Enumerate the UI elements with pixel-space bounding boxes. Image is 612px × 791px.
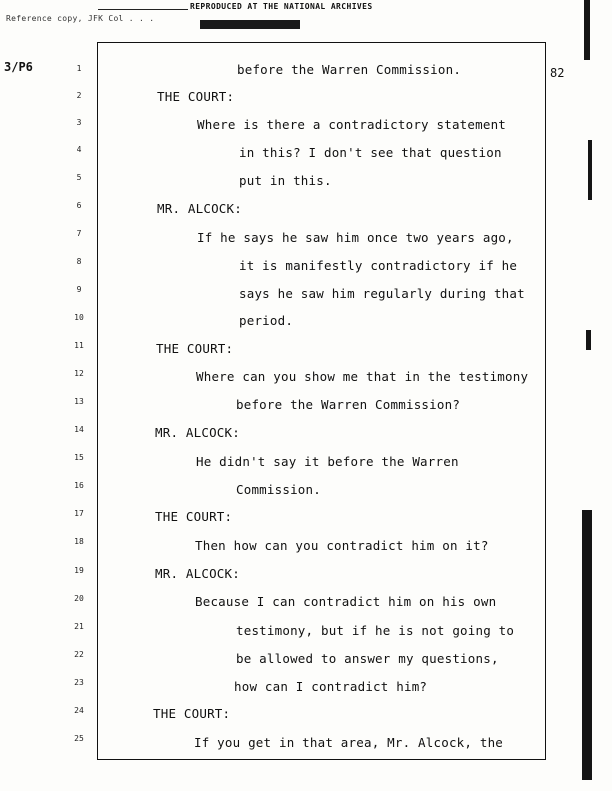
- line-number: 3: [76, 118, 82, 127]
- scan-edge-shadow: [578, 0, 594, 780]
- archive-stamp: REPRODUCED AT THE NATIONAL ARCHIVES: [190, 2, 373, 11]
- transcript-line: Where is there a contradictory statement: [197, 117, 507, 132]
- line-number: 2: [76, 91, 82, 100]
- line-number: 23: [74, 678, 84, 687]
- line-number: 20: [74, 594, 84, 603]
- line-number: 18: [74, 537, 84, 546]
- transcript-line: THE COURT:: [155, 509, 233, 524]
- page-id: 3/P6: [4, 60, 33, 74]
- line-number: 6: [76, 201, 82, 210]
- line-number: 24: [74, 706, 84, 715]
- line-number: 10: [74, 313, 84, 322]
- transcript-line: in this? I don't see that question: [239, 145, 502, 160]
- transcript-line: Because I can contradict him on his own: [195, 594, 497, 609]
- transcript-line: MR. ALCOCK:: [155, 566, 240, 581]
- transcript-line: says he saw him regularly during that: [239, 286, 525, 301]
- line-number: 15: [74, 453, 84, 462]
- line-number: 17: [74, 509, 84, 518]
- transcript-line: before the Warren Commission?: [236, 397, 461, 412]
- line-number: 12: [74, 369, 84, 378]
- page-number: 82: [550, 66, 565, 80]
- transcript-line: Then how can you contradict him on it?: [195, 538, 489, 553]
- transcript-line: If you get in that area, Mr. Alcock, the: [194, 735, 504, 750]
- transcript-line: it is manifestly contradictory if he: [239, 258, 518, 273]
- transcript-line: how can I contradict him?: [234, 679, 428, 694]
- transcript-line: THE COURT:: [156, 341, 234, 356]
- line-number: 8: [76, 257, 82, 266]
- transcript-line: Commission.: [236, 482, 321, 497]
- transcript-line: MR. ALCOCK:: [157, 201, 242, 216]
- transcript-line: MR. ALCOCK:: [155, 425, 240, 440]
- transcript-line: He didn't say it before the Warren: [196, 454, 459, 469]
- line-number: 7: [76, 229, 82, 238]
- transcript-line: put in this.: [239, 173, 332, 188]
- transcript-line: THE COURT:: [153, 706, 231, 721]
- line-number: 22: [74, 650, 84, 659]
- line-number: 5: [76, 173, 82, 182]
- transcript-line: If he says he saw him once two years ago,: [197, 230, 514, 245]
- transcript-line: THE COURT:: [157, 89, 235, 104]
- header-rule: [98, 9, 188, 10]
- reference-copy-label: Reference copy, JFK Col . . .: [6, 14, 155, 23]
- line-number: 9: [76, 285, 82, 294]
- transcript-line: be allowed to answer my questions,: [236, 651, 499, 666]
- transcript-line: before the Warren Commission.: [237, 62, 462, 77]
- redaction-mark: [200, 20, 300, 29]
- line-number: 14: [74, 425, 84, 434]
- line-number: 25: [74, 734, 84, 743]
- transcript-line: Where can you show me that in the testimony: [196, 369, 529, 384]
- line-number: 19: [74, 566, 84, 575]
- line-number: 13: [74, 397, 84, 406]
- transcript-line: period.: [239, 313, 294, 328]
- line-number: 16: [74, 481, 84, 490]
- line-number: 1: [76, 64, 82, 73]
- line-number: 4: [76, 145, 82, 154]
- line-number: 11: [74, 341, 84, 350]
- transcript-line: testimony, but if he is not going to: [236, 623, 515, 638]
- line-number: 21: [74, 622, 84, 631]
